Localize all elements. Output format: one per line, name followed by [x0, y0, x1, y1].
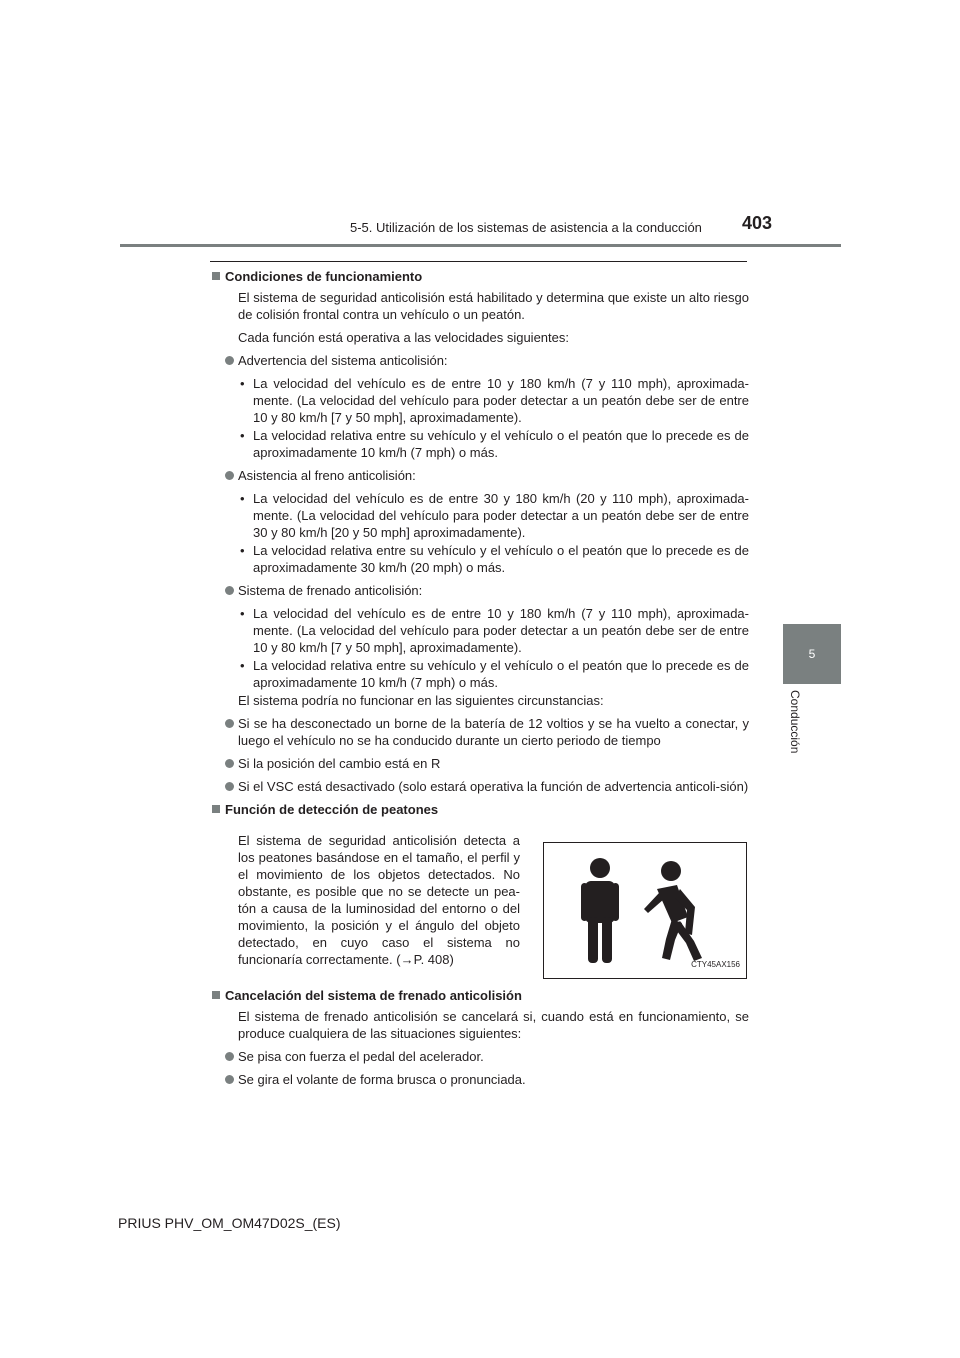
square-bullet-icon: [212, 272, 220, 280]
list-item: [225, 715, 749, 749]
sub-list-item-text: La velocidad relativa entre su vehículo y el vehículo o el peatón que lo precede es de aproximadamente 30 km/h (20 mph) o más.: [253, 543, 749, 575]
dot-marker: •: [240, 606, 245, 621]
dot-marker: •: [240, 428, 245, 443]
section-heading-operating: [212, 268, 749, 285]
list-item-text: Asistencia al freno anticolisión:: [238, 468, 416, 483]
circle-bullet-icon: [225, 782, 234, 791]
heading-text: Función de detección de peatones: [225, 802, 439, 817]
dot-marker: •: [240, 491, 245, 506]
dot-marker: •: [240, 658, 245, 673]
paragraph: El sistema de frenado anticolisión se cancelará si, cuando está en funcionamiento, se produce cualquiera de las situaciones siguientes:: [238, 1009, 749, 1041]
list-item: [225, 582, 749, 599]
list-item-text: Se gira el volante de forma brusca o pronunciada.: [238, 1072, 526, 1087]
sub-list-item: [238, 375, 749, 426]
dot-marker: •: [240, 376, 245, 391]
sub-list-item-text: La velocidad del vehículo es de entre 30 y 180 km/h (20 y 110 mph), aproximada-mente. (La velocidad del vehículo para poder detectar a un peatón debe ser de entre 30 y 80 km/h [20 y 50 mph] aproximadamente).: [253, 491, 749, 540]
sub-list-item: [238, 490, 749, 541]
heading-text: Cancelación del sistema de frenado anticolisión: [225, 988, 522, 1003]
list-item-text: Se pisa con fuerza el pedal del acelerador.: [238, 1049, 484, 1064]
dot-marker: •: [240, 543, 245, 558]
pedestrian-block: [238, 822, 749, 979]
section-title: 5-5. Utilización de los sistemas de asistencia a la conducción: [350, 220, 702, 235]
document-code: PRIUS PHV_OM_OM47D02S_(ES): [118, 1215, 341, 1231]
chapter-label: Conducción: [788, 690, 802, 754]
list-item: [225, 1048, 749, 1065]
square-bullet-icon: [212, 991, 220, 999]
paragraph: El sistema podría no funcionar en las siguientes circunstancias:: [238, 693, 604, 708]
circle-bullet-icon: [225, 356, 234, 365]
content-rule: [210, 261, 747, 262]
sub-list-item: [238, 542, 749, 576]
chapter-tab[interactable]: [783, 624, 841, 684]
sub-list: [212, 605, 749, 691]
paragraph: El sistema de seguridad anticolisión está habilitado y determina que existe un alto riesgo de colisión frontal contra un vehículo o un peatón.: [238, 290, 749, 322]
page-number: 403: [742, 213, 773, 233]
sub-list-item: [238, 657, 749, 691]
sub-list-item-text: La velocidad del vehículo es de entre 10 y 180 km/h (7 y 110 mph), aproximada-mente. (La velocidad del vehículo para poder detectar a un peatón debe ser de entre 10 y 80 km/h [7 y 50 mph], aproximadamente).: [253, 376, 749, 425]
list-item-text: Si el VSC está desactivado (solo estará operativa la función de advertencia anticoli-sión): [238, 779, 749, 794]
list-item: [225, 352, 749, 369]
paragraph: El sistema de seguridad anticolisión detecta a los peatones basándose en el tamaño, el perfil y el movimiento de los objetos detectados. No obstante, es posible que no se detecte un pea-tón a causa de la luminosidad del entorno o del movimiento, la posición y el ángulo del objeto detectado, en cuyo caso el sistema no funcionaría correctamente. (→P. 408): [238, 833, 520, 967]
heading-text: Condiciones de funcionamiento: [225, 269, 423, 284]
list-item-text: Advertencia del sistema anticolisión:: [238, 353, 448, 368]
sub-list-item: [238, 427, 749, 461]
header-rule: [120, 244, 841, 247]
circle-bullet-icon: [225, 1052, 234, 1061]
paragraph: Cada función está operativa a las velocidades siguientes:: [238, 330, 569, 345]
square-bullet-icon: [212, 805, 220, 813]
list-item: [225, 1071, 749, 1088]
list-item-text: Si se ha desconectado un borne de la batería de 12 voltios y se ha vuelto a conectar, y luego el vehículo no se ha conducido durante un cierto periodo de tiempo: [238, 716, 749, 748]
pedestrian-illustration: [543, 842, 747, 979]
sub-list: [212, 490, 749, 576]
list-item-text: Si la posición del cambio está en R: [238, 756, 441, 771]
list-item-text: Sistema de frenado anticolisión:: [238, 583, 423, 598]
circle-bullet-icon: [225, 759, 234, 768]
sub-list-item-text: La velocidad relativa entre su vehículo y el vehículo o el peatón que lo precede es de aproximadamente 10 km/h (7 mph) o más.: [253, 428, 749, 460]
chapter-number: 5: [808, 647, 816, 661]
circle-bullet-icon: [225, 586, 234, 595]
circle-bullet-icon: [225, 471, 234, 480]
sub-list-item-text: La velocidad relativa entre su vehículo y el vehículo o el peatón que lo precede es de aproximadamente 10 km/h (7 mph) o más.: [253, 658, 749, 690]
list-item: [225, 778, 749, 795]
circle-bullet-icon: [225, 719, 234, 728]
sub-list: [212, 375, 749, 461]
figure-id: CTY45AX156: [691, 960, 740, 969]
page-content: [212, 268, 749, 1094]
list-item: [225, 467, 749, 484]
circle-bullet-icon: [225, 1075, 234, 1084]
sub-list-item-text: La velocidad del vehículo es de entre 10 y 180 km/h (7 y 110 mph), aproximada-mente. (La velocidad del vehículo para poder detectar a un peatón debe ser de entre 10 y 80 km/h [7 y 50 mph], aproximadamente).: [253, 606, 749, 655]
sub-list-item: [238, 605, 749, 656]
list-item: [225, 755, 749, 772]
section-heading-pedestrian: [212, 801, 749, 818]
section-heading-cancellation: [212, 987, 749, 1004]
